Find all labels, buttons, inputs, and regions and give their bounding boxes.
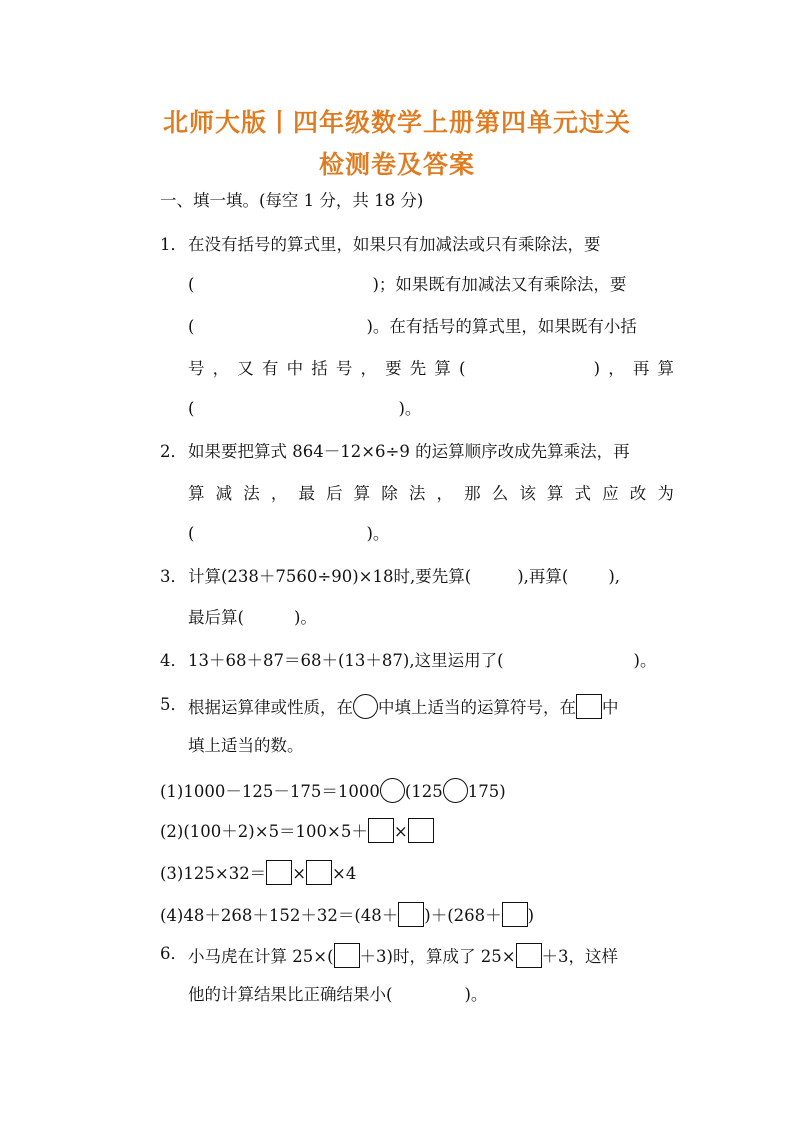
q3-number: 3． — [160, 567, 187, 586]
answer-box-7[interactable] — [334, 943, 360, 968]
q2-line-2-justified — [188, 483, 674, 505]
q1-number: 1． — [160, 235, 187, 254]
q1-blank-2-open: ( — [188, 317, 195, 336]
justified-char: 最 — [298, 484, 315, 503]
answer-box-1[interactable] — [368, 818, 394, 843]
q5-sub-4 — [160, 902, 534, 927]
q2-line-3-text: )。 — [366, 524, 390, 543]
q3-line-1 — [188, 566, 620, 588]
q5-s3-text-c: ×4 — [332, 864, 357, 883]
justified-char: 再 — [632, 359, 650, 378]
q4-text-b: )。 — [633, 651, 657, 670]
q5-number: 5． — [160, 695, 187, 714]
q5-text-c: 中 — [602, 698, 619, 717]
answer-box-6[interactable] — [502, 902, 528, 927]
q1-blank-1-open: ( — [188, 275, 195, 294]
q4-number: 4． — [160, 651, 187, 670]
justified-char: 式 — [574, 484, 592, 503]
answer-box-5[interactable] — [398, 902, 424, 927]
answer-box-4[interactable] — [306, 860, 332, 885]
justified-char: ， — [212, 359, 230, 378]
justified-char: ， — [608, 359, 625, 378]
q6-text-b: ＋3)时，算成了 25× — [359, 947, 516, 966]
section-heading: 一、填一填。(每空 1 分，共 18 分) — [160, 191, 424, 210]
q3-text-d: 最后算( — [188, 608, 244, 627]
justified-char: 中 — [286, 359, 304, 378]
q6-line-2 — [188, 984, 487, 1006]
justified-char: 算 — [657, 359, 674, 378]
answer-box-2[interactable] — [408, 818, 434, 843]
q5-s4-text-b: )＋(268＋ — [424, 906, 502, 925]
q2-line-1: 如果要把算式 864－12×6÷9 的运算顺序改成先算乘法，再 — [188, 442, 630, 461]
q6-number: 6． — [160, 944, 187, 963]
justified-char: 号 — [335, 359, 353, 378]
q6-line-1 — [188, 943, 618, 968]
q6-text-c: ＋3，这样 — [541, 947, 619, 966]
q5-line-1 — [188, 694, 619, 719]
justified-char: 算 — [188, 484, 205, 503]
justified-char: 算 — [546, 484, 564, 503]
q1-line-3-text: )。在有括号的算式里，如果既有小括 — [366, 317, 637, 336]
q1-line-5-text: )。 — [398, 399, 422, 418]
q3-text-e: )。 — [293, 608, 317, 627]
q1-line-2-text: )；如果既有加减法又有乘除法，要 — [372, 275, 627, 294]
q1-line-2 — [188, 274, 626, 296]
q5-s4-text-a: (4)48＋268＋152＋32＝(48＋ — [160, 906, 399, 925]
justified-char: ， — [270, 484, 288, 503]
q5-s2-text-b: × — [393, 822, 408, 841]
answer-box-3[interactable] — [266, 860, 292, 885]
q6-text-a: 小马虎在计算 25×( — [188, 947, 334, 966]
q3-text-c: ), — [608, 567, 620, 586]
justified-char: ) — [593, 359, 601, 378]
q1-blank-4-open: ( — [188, 399, 195, 418]
q5-s1-text-b: (125 — [404, 782, 443, 801]
q5-sub-1 — [160, 778, 506, 803]
justified-char: 算 — [353, 484, 371, 503]
q5-s1-text-a: (1)1000－125－175＝1000 — [160, 782, 380, 801]
title-line-1: 北师大版丨四年级数学上册第四单元过关 — [162, 108, 631, 137]
q5-sub-3 — [160, 860, 356, 885]
q1-line-4-justified — [188, 358, 674, 380]
title-line-2: 检测卷及答案 — [318, 150, 475, 179]
justified-char: 法 — [243, 484, 260, 503]
q1-line-4 — [188, 358, 674, 380]
justified-char: 减 — [215, 484, 233, 503]
justified-char: 要 — [385, 359, 402, 378]
justified-char: 号 — [188, 359, 205, 378]
answer-circle-2[interactable] — [443, 778, 468, 803]
q3-line-2 — [188, 607, 317, 629]
justified-char: 算 — [434, 359, 451, 378]
q4-text-a: 13＋68＋87＝68＋(13＋87),这里运用了( — [188, 651, 504, 670]
justified-char: 改 — [629, 484, 647, 503]
q1-line-1: 在没有括号的算式里，如果只有加减法或只有乘除法，要 — [188, 235, 601, 254]
q5-text-b: 中填上适当的运算符号，在 — [378, 698, 576, 717]
q2-number: 2． — [160, 442, 187, 461]
q2-line-3 — [188, 523, 389, 545]
q2-blank-open: ( — [188, 524, 195, 543]
q4-line — [188, 650, 656, 672]
q6-text-e: )。 — [464, 985, 488, 1004]
square-symbol-icon — [576, 694, 602, 719]
q5-s3-text-b: × — [292, 864, 307, 883]
justified-char: 么 — [491, 484, 509, 503]
q5-sub-2 — [160, 818, 434, 843]
justified-char: 法 — [408, 484, 426, 503]
justified-char: ， — [360, 359, 377, 378]
answer-box-8[interactable] — [516, 943, 542, 968]
q5-text-a: 根据运算律或性质，在 — [188, 698, 353, 717]
justified-char: ( — [459, 359, 466, 378]
justified-char: 该 — [519, 484, 536, 503]
q5-s3-text-a: (3)125×32＝ — [160, 864, 267, 883]
q3-text-b: ),再算( — [517, 567, 569, 586]
q5-line-2: 填上适当的数。 — [188, 736, 304, 755]
q6-text-d: 他的计算结果比正确结果小( — [188, 985, 393, 1004]
circle-symbol-icon — [353, 694, 378, 719]
q5-s2-text-a: (2)(100＋2)×5＝100×5＋ — [160, 822, 368, 841]
justified-char: 先 — [409, 359, 427, 378]
q1-line-3 — [188, 316, 637, 338]
q1-line-5 — [188, 398, 421, 420]
q3-text-a: 计算(238＋7560÷90)×18时,要先算( — [188, 567, 472, 586]
q5-s4-text-c: ) — [527, 906, 535, 925]
justified-char: ， — [436, 484, 453, 503]
justified-char: 为 — [657, 484, 674, 503]
q5-s1-text-c: 175) — [467, 782, 506, 801]
justified-char: 后 — [326, 484, 343, 503]
justified-char: 除 — [381, 484, 398, 503]
answer-circle-1[interactable] — [380, 778, 405, 803]
justified-char: 又 — [237, 359, 254, 378]
justified-char: 括 — [311, 359, 328, 378]
justified-char: 有 — [261, 359, 279, 378]
q2-line-2 — [188, 483, 674, 505]
justified-char: 应 — [602, 484, 619, 503]
justified-char: 那 — [464, 484, 481, 503]
